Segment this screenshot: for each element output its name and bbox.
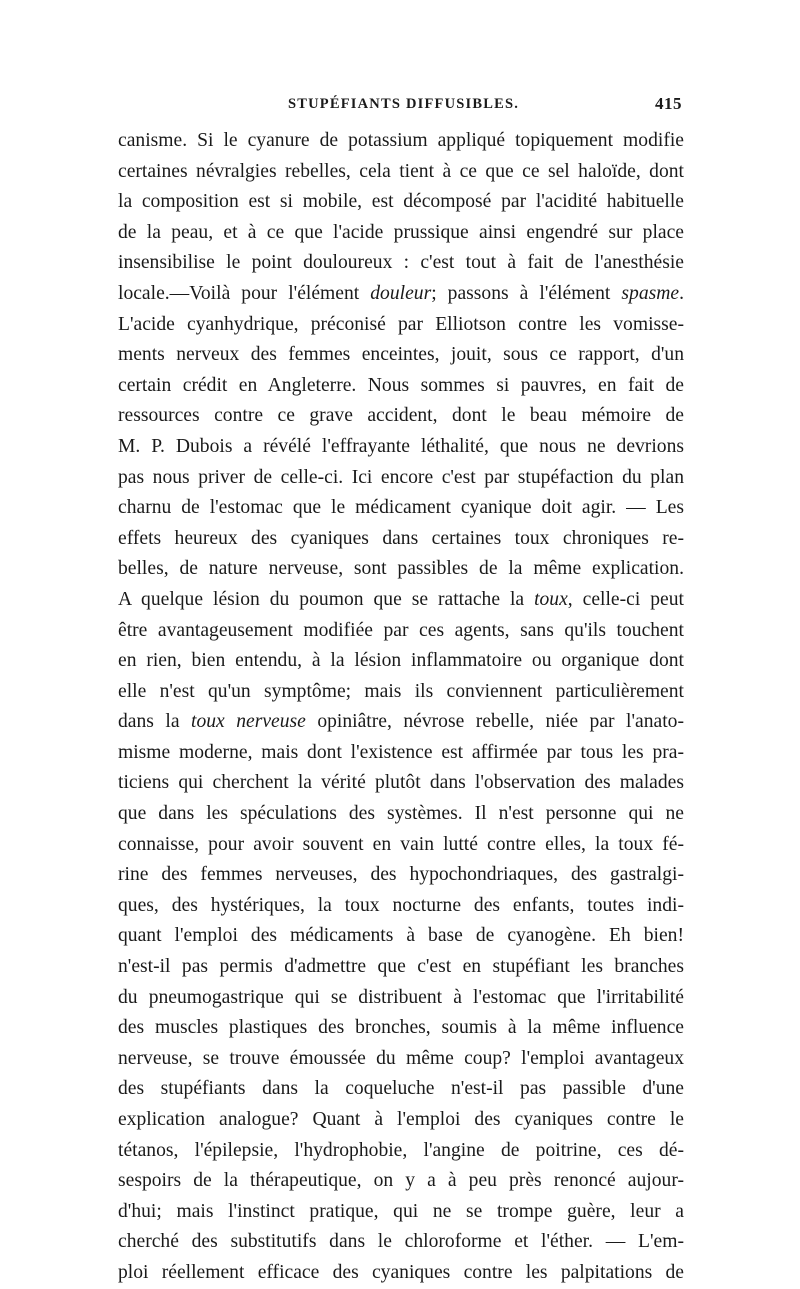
text-line: d'hui; mais l'instinct pratique, qui ne se trompe guère, leur a: [118, 1200, 684, 1222]
text-line: tétanos, l'épilepsie, l'hydrophobie, l'angine de poitrine, ces dé-: [118, 1139, 684, 1161]
text-line: misme moderne, mais dont l'existence est affirmée par tous les pra-: [118, 741, 684, 763]
text-line: explication analogue? Quant à l'emploi des cyaniques contre le: [118, 1109, 684, 1130]
text-line: ressources contre ce grave accident, dont le beau mémoire de: [118, 405, 684, 427]
text-line: des muscles plastiques des bronches, soumis à la même influence: [118, 1017, 684, 1039]
text-line: pas nous priver de celle-ci. Ici encore c'est par stupéfaction du plan: [118, 466, 684, 488]
text-line: insensibilise le point douloureux : c'est tout à fait de l'anesthésie: [118, 252, 684, 274]
text-line: elle n'est qu'un symptôme; mais ils conviennent particulièrement: [118, 680, 684, 702]
text-line: charnu de l'estomac que le médicament cyanique doit agir. — Les: [118, 497, 684, 519]
text-line: connaisse, pour avoir souvent en vain lutté contre elles, la toux fé-: [118, 833, 684, 855]
text-line: ticiens qui cherchent la vérité plutôt dans l'observation des malades: [118, 772, 684, 794]
page-number: 415: [655, 94, 682, 113]
page-header: [118, 92, 684, 120]
text-line: A quelque lésion du poumon que se rattache la toux, celle-ci peut: [118, 588, 684, 610]
text-line: ments nerveux des femmes enceintes, jouit, sous ce rapport, d'un: [118, 344, 684, 366]
text-line: rine des femmes nerveuses, des hypochondriaques, des gastralgi-: [118, 864, 684, 886]
text-line: en rien, bien entendu, à la lésion inflammatoire ou organique dont: [118, 650, 684, 672]
text-line: L'acide cyanhydrique, préconisé par Elliotson contre les vomisse-: [118, 313, 684, 335]
text-line: quant l'emploi des médicaments à base de cyanogène. Eh bien!: [118, 925, 684, 947]
text-line: du pneumogastrique qui se distribuent à l'estomac que l'irritabilité: [118, 986, 684, 1008]
text-line: de la peau, et à ce que l'acide prussique ainsi engendré sur place: [118, 221, 684, 243]
text-line: M. P. Dubois a révélé l'effrayante léthalité, que nous ne devrions: [118, 435, 684, 457]
text-line: ploi réellement efficace des cyaniques contre les palpitations de: [118, 1261, 684, 1283]
text-line: n'est-il pas permis d'admettre que c'est en stupéfiant les branches: [118, 956, 684, 978]
text-line: certaines névralgies rebelles, cela tient à ce que ce sel haloïde, dont: [118, 160, 684, 182]
body-text: [118, 126, 684, 1289]
text-line: dans la toux nerveuse opiniâtre, névrose rebelle, niée par l'anato-: [118, 711, 684, 733]
text-line: canisme. Si le cyanure de potassium appliqué topiquement modifie: [118, 130, 684, 151]
text-line: nerveuse, se trouve émoussée du même coup? l'emploi avantageux: [118, 1047, 684, 1069]
text-line: effets heureux des cyaniques dans certaines toux chroniques re-: [118, 527, 684, 549]
text-line: ques, des hystériques, la toux nocturne des enfants, toutes indi-: [118, 894, 684, 916]
text-line: certain crédit en Angleterre. Nous sommes si pauvres, en fait de: [118, 374, 684, 396]
text-line: que dans les spéculations des systèmes. Il n'est personne qui ne: [118, 803, 684, 825]
text-line: la composition est si mobile, est décomposé par l'acidité habituelle: [118, 191, 684, 213]
text-line: locale.—Voilà pour l'élément douleur; passons à l'élément spasme.: [118, 282, 684, 304]
text-line: belles, de nature nerveuse, sont passibles de la même explication.: [118, 558, 684, 580]
text-line: des stupéfiants dans la coqueluche n'est-il pas passible d'une: [118, 1078, 684, 1100]
text-line: être avantageusement modifiée par ces agents, sans qu'ils touchent: [118, 619, 684, 641]
book-page: [118, 92, 684, 1289]
text-line: sespoirs de la thérapeutique, on y a à peu près renoncé aujour-: [118, 1170, 684, 1192]
running-head: STUPÉFIANTS DIFFUSIBLES.: [288, 96, 520, 112]
text-line: cherché des substitutifs dans le chloroforme et l'éther. — L'em-: [118, 1231, 684, 1253]
